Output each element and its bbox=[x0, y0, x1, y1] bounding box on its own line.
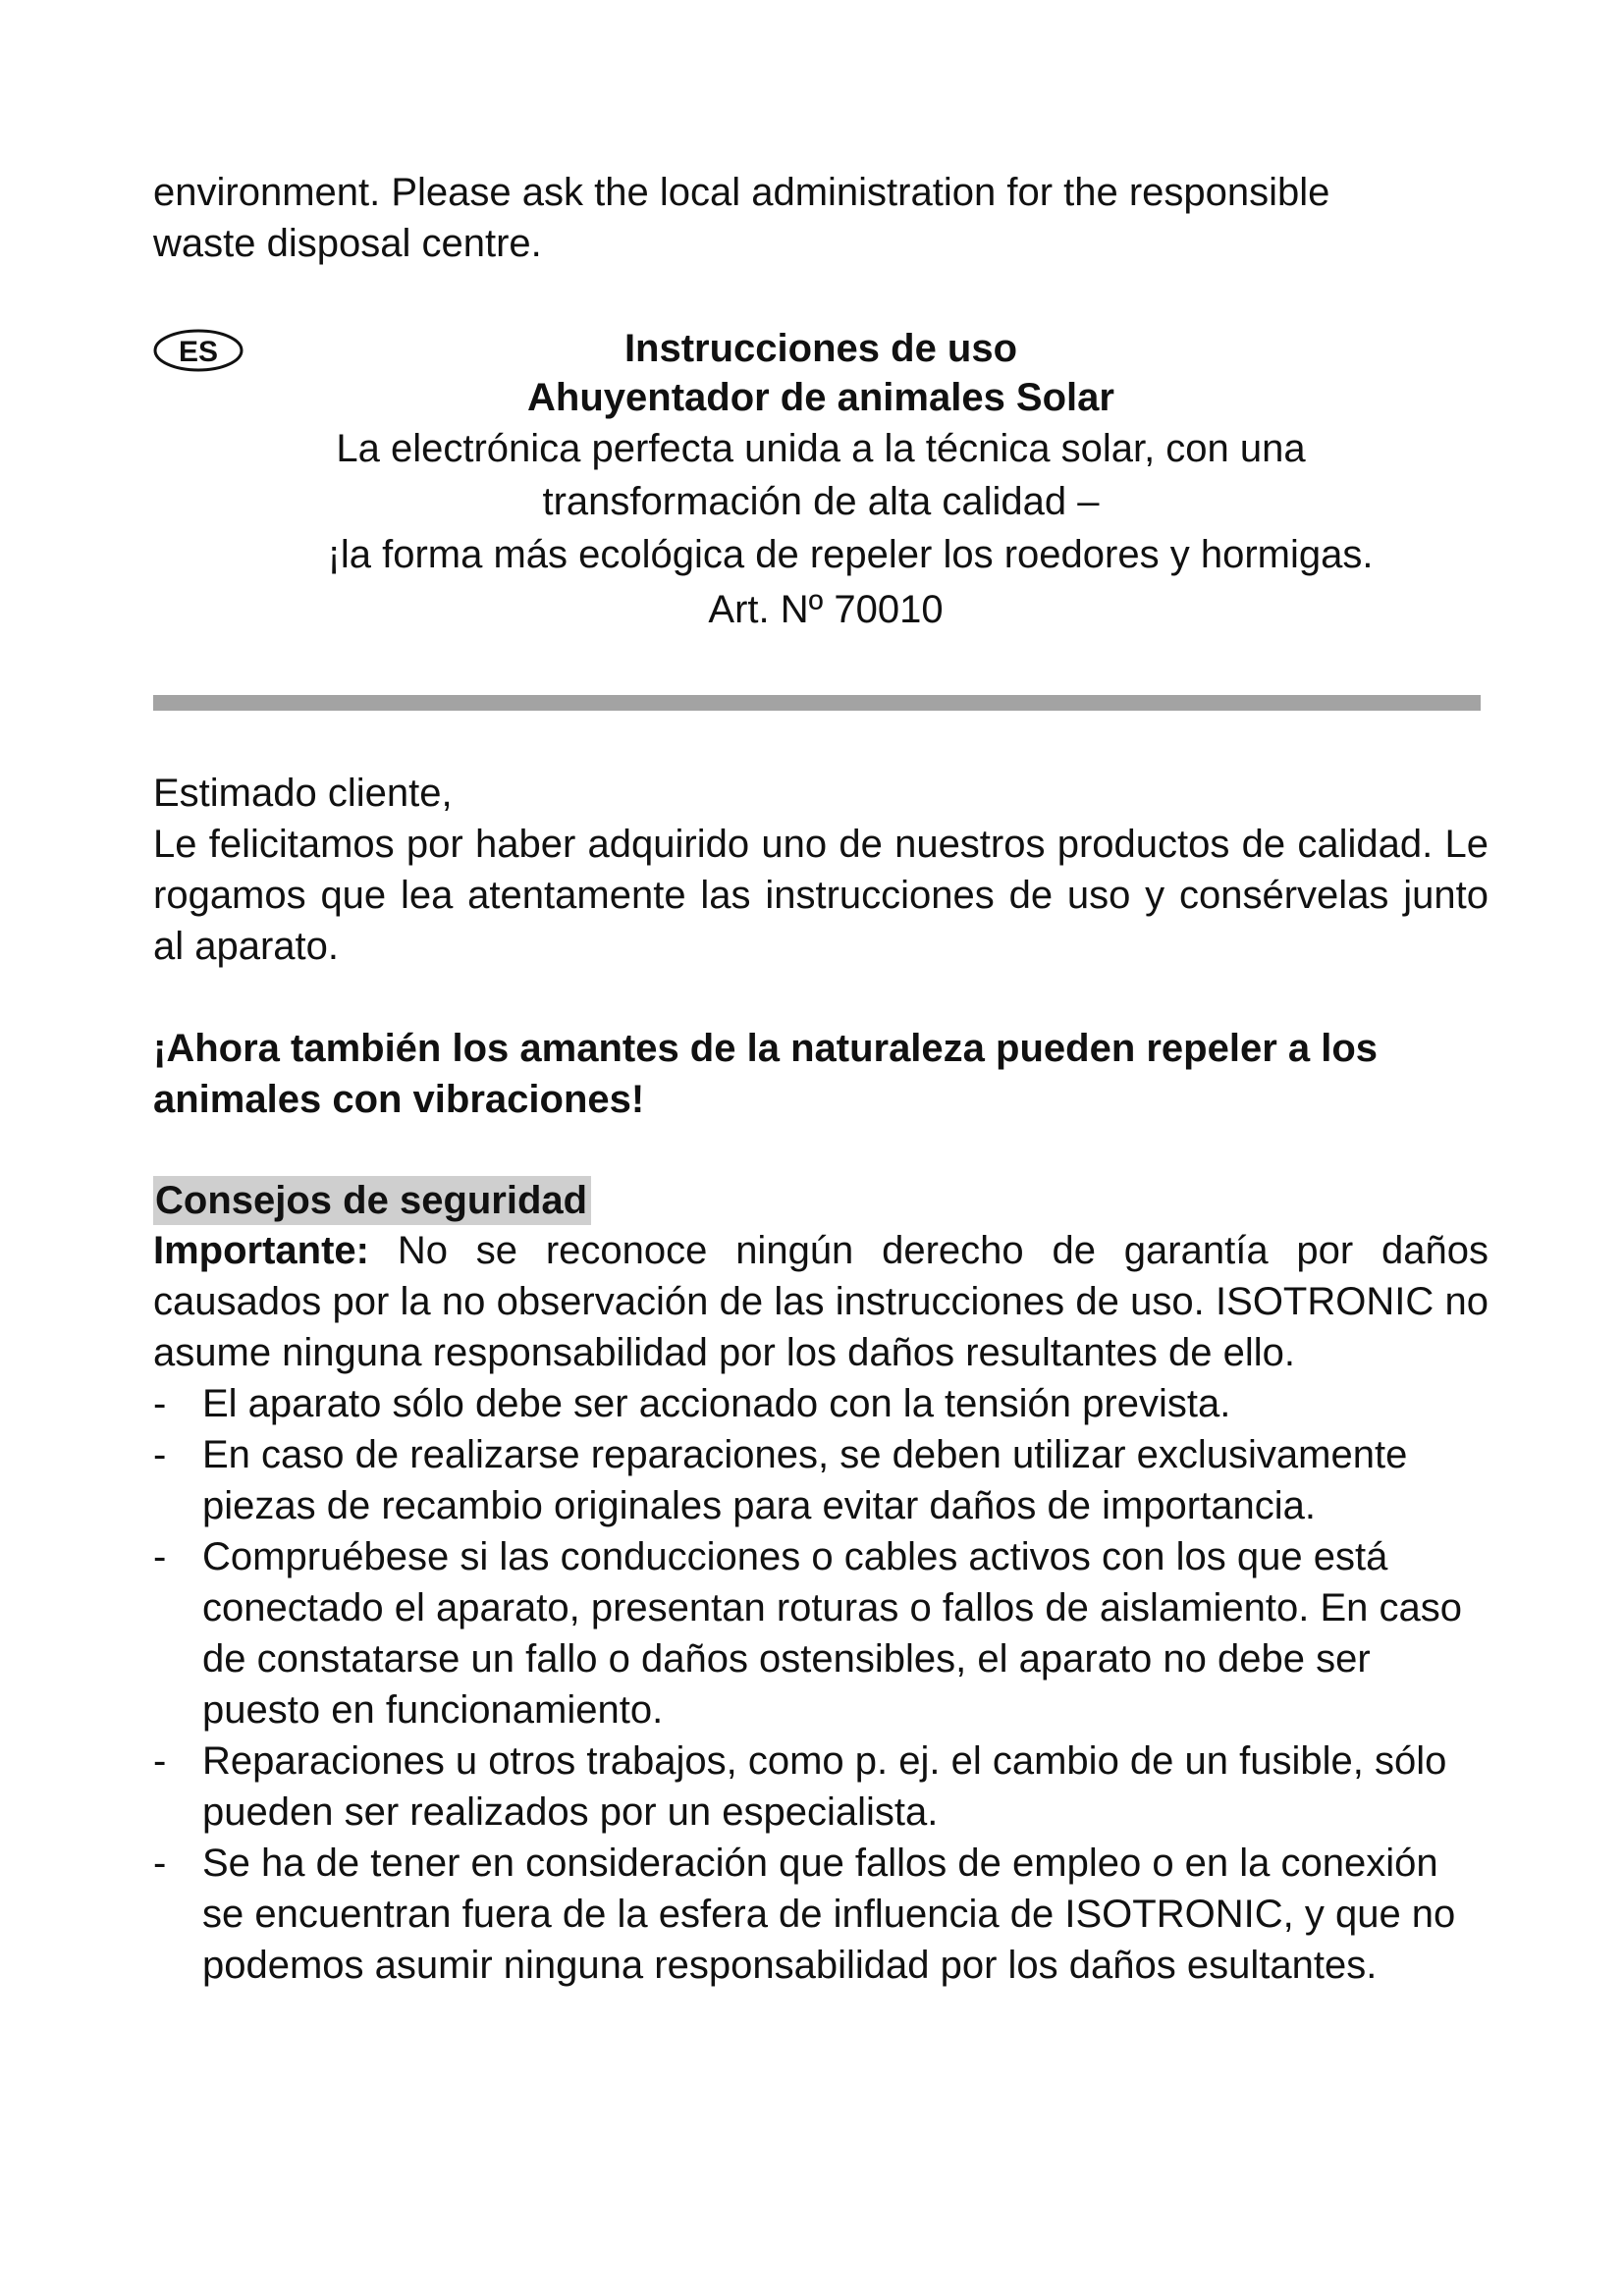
list-item bbox=[153, 1378, 1489, 1429]
title-block bbox=[153, 324, 1489, 636]
list-bullet: - bbox=[153, 1382, 167, 1425]
list-bullet: - bbox=[153, 1842, 167, 1885]
important-label: Importante: bbox=[153, 1229, 369, 1272]
list-item bbox=[153, 1531, 1489, 1735]
subtitle-line-1: La electrónica perfecta unida a la técnica solar, con una bbox=[336, 427, 1306, 470]
safety-heading: Consejos de seguridad bbox=[153, 1176, 591, 1225]
intro-line-2: waste disposal centre. bbox=[153, 222, 542, 265]
important-paragraph bbox=[153, 1225, 1489, 1378]
list-bullet: - bbox=[153, 1535, 167, 1578]
article-number: Art. Nº 70010 bbox=[708, 588, 944, 631]
title-line-1: Instrucciones de uso bbox=[623, 327, 1018, 370]
emphasis-paragraph: ¡Ahora también los amantes de la naturaleza pueden repeler a los animales con vibraciones! bbox=[153, 1027, 1379, 1121]
list-item-text: El aparato sólo debe ser accionado con la tensión prevista. bbox=[202, 1382, 1231, 1425]
list-item-text: Se ha de tener en consideración que fallos de empleo o en la conexión se encuentran fuera de la esfera de influencia de ISOTRONIC, y que no podemos asumir ninguna responsabilidad por los daños esultantes. bbox=[202, 1842, 1456, 1987]
list-item-text: Compruébese si las conducciones o cables activos con los que está conectado el aparato, presentan roturas o fallos de aislamiento. En caso de constatarse un fallo o daños ostensibles, el aparato no debe ser puesto en funcionamiento. bbox=[202, 1535, 1463, 1732]
safety-list bbox=[153, 1378, 1489, 1991]
title-line-2: Ahuyentador de animales Solar bbox=[527, 376, 1114, 419]
list-bullet: - bbox=[153, 1739, 167, 1783]
greeting-body: Le felicitamos por haber adquirido uno de nuestros productos de calidad. Le rogamos que lea atentamente las instrucciones de uso y consérvelas junto al aparato. bbox=[153, 823, 1489, 968]
list-item-text: En caso de realizarse reparaciones, se deben utilizar exclusivamente piezas de recambio originales para evitar daños de importancia. bbox=[202, 1433, 1408, 1527]
language-badge-label: ES bbox=[178, 336, 219, 368]
list-item bbox=[153, 1735, 1489, 1838]
subtitle-line-2: transformación de alta calidad – bbox=[542, 480, 1100, 523]
important-text: No se reconoce ningún derecho de garantía por daños causados por la no observación de las instrucciones de uso. ISOTRONIC no asume ninguna responsabilidad por los daños resultantes de ello. bbox=[153, 1229, 1489, 1374]
section-divider bbox=[153, 695, 1481, 711]
greeting-salutation: Estimado cliente, bbox=[153, 772, 453, 815]
list-item-text: Reparaciones u otros trabajos, como p. ej. el cambio de un fusible, sólo pueden ser realizados por un especialista. bbox=[202, 1739, 1447, 1834]
subtitle-line-3: ¡la forma más ecológica de repeler los roedores y hormigas. bbox=[327, 533, 1374, 576]
list-bullet: - bbox=[153, 1433, 167, 1476]
list-item bbox=[153, 1838, 1489, 1991]
language-badge-icon bbox=[153, 328, 244, 373]
list-item bbox=[153, 1429, 1489, 1531]
document-page bbox=[153, 167, 1489, 1991]
intro-line-1: environment. Please ask the local administration for the responsible bbox=[153, 171, 1330, 214]
